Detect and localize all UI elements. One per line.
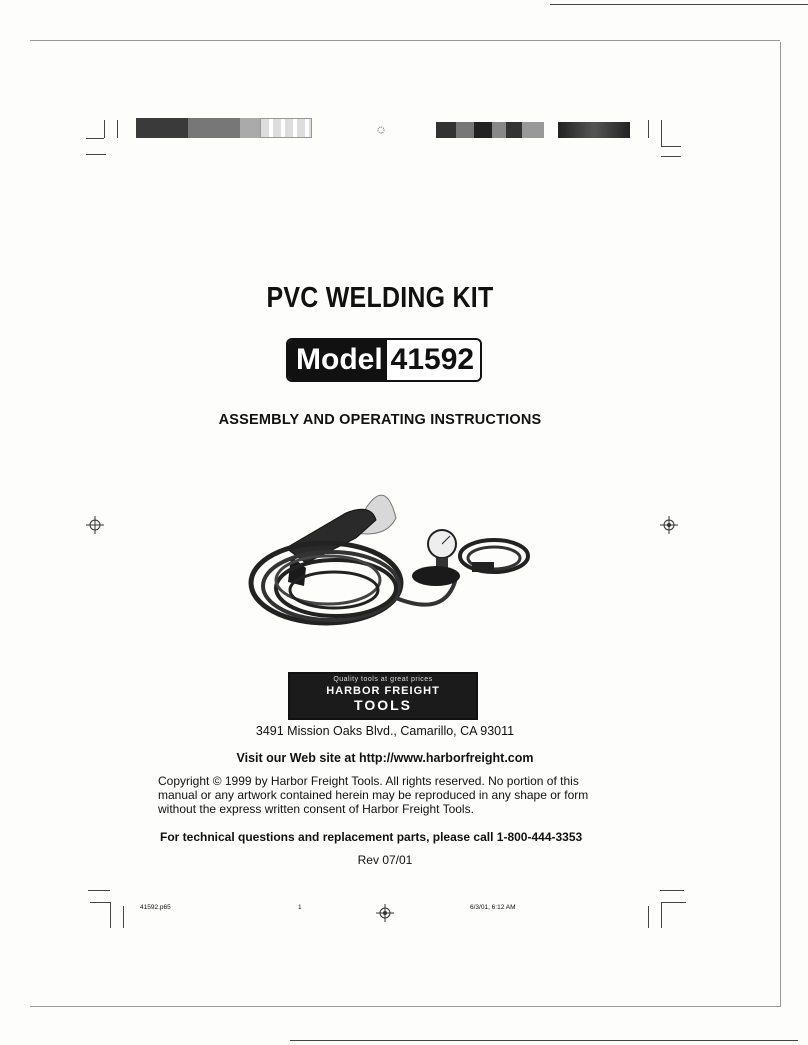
color-bar-dark-2: [456, 122, 474, 138]
model-number: 41592: [387, 340, 480, 380]
document-subtitle: ASSEMBLY AND OPERATING INSTRUCTIONS: [218, 412, 542, 428]
crop-mark-bottom-left-h2: [90, 902, 110, 903]
registration-mark-bottom: [376, 904, 394, 922]
footer-page-number: 1: [298, 904, 302, 911]
revision-label: Rev 07/01: [357, 853, 413, 867]
logo-line-2: TOOLS: [354, 697, 412, 713]
crop-mark-bottom-left-v: [110, 902, 111, 928]
bottom-edge-line: [290, 1040, 798, 1041]
registration-mark-left: [86, 516, 104, 534]
registration-dot-top: [372, 121, 390, 139]
color-bar-dark-5: [506, 122, 522, 138]
color-bar-dark-3: [474, 122, 492, 138]
top-edge-line: [550, 4, 808, 5]
crop-mark-top-left-v: [104, 120, 105, 138]
website-line: Visit our Web site at http://www.harborfreight.com: [236, 751, 534, 765]
crop-mark-top-right-h2: [661, 156, 681, 157]
crop-mark-top-right-v: [648, 120, 649, 138]
crop-mark-bottom-right-h: [660, 890, 684, 891]
product-photo: [246, 478, 536, 638]
company-address: 3491 Mission Oaks Blvd., Camarillo, CA 93011: [255, 724, 515, 738]
color-bar-dark-6: [522, 122, 544, 138]
crop-mark-bottom-left-h: [88, 890, 110, 891]
crop-mark-bottom-left-v2: [123, 906, 124, 928]
color-bar-gray-2: [188, 118, 240, 138]
technical-support-line: For technical questions and replacement parts, please call 1-800-444-3353: [160, 830, 583, 844]
model-badge: [286, 338, 482, 382]
footer-filename: 41592.p65: [140, 904, 171, 911]
crop-mark-top-left-h2: [86, 154, 106, 155]
footer-timestamp: 6/3/01, 6:12 AM: [470, 904, 516, 911]
bottom-border-line: [30, 1006, 780, 1007]
crop-mark-top-left-h: [86, 138, 104, 139]
model-label: Model: [288, 340, 387, 380]
document-title: PVC WELDING KIT: [266, 282, 494, 314]
crop-mark-top-left-v2: [117, 120, 118, 138]
top-border-line: [30, 40, 780, 41]
right-border-line: [780, 42, 781, 1007]
crop-mark-top-right-v2: [661, 120, 662, 146]
registration-mark-right: [660, 516, 678, 534]
crop-mark-bottom-right-h2: [662, 902, 686, 903]
color-bar-gray-3: [240, 118, 260, 138]
color-bar-gray-1: [136, 118, 188, 138]
color-bar-dark-7: [558, 122, 630, 138]
harbor-freight-logo: [288, 672, 478, 720]
crop-mark-bottom-right-v: [648, 906, 649, 928]
logo-line-1: HARBOR FREIGHT: [326, 685, 440, 697]
color-bar-dark-1: [436, 122, 456, 138]
crop-mark-bottom-right-v2: [661, 902, 662, 928]
copyright-paragraph: Copyright © 1999 by Harbor Freight Tools. All rights reserved. No portion of this manual or any artwork contained herein may be reproduced in any shape or form without the express written consent of Harbor Freight Tools.: [158, 774, 589, 816]
crop-mark-top-right-h: [661, 146, 681, 147]
color-bar-gray-4: [260, 118, 312, 138]
color-bar-dark-4: [492, 122, 506, 138]
logo-tagline: Quality tools at great prices: [333, 676, 433, 683]
